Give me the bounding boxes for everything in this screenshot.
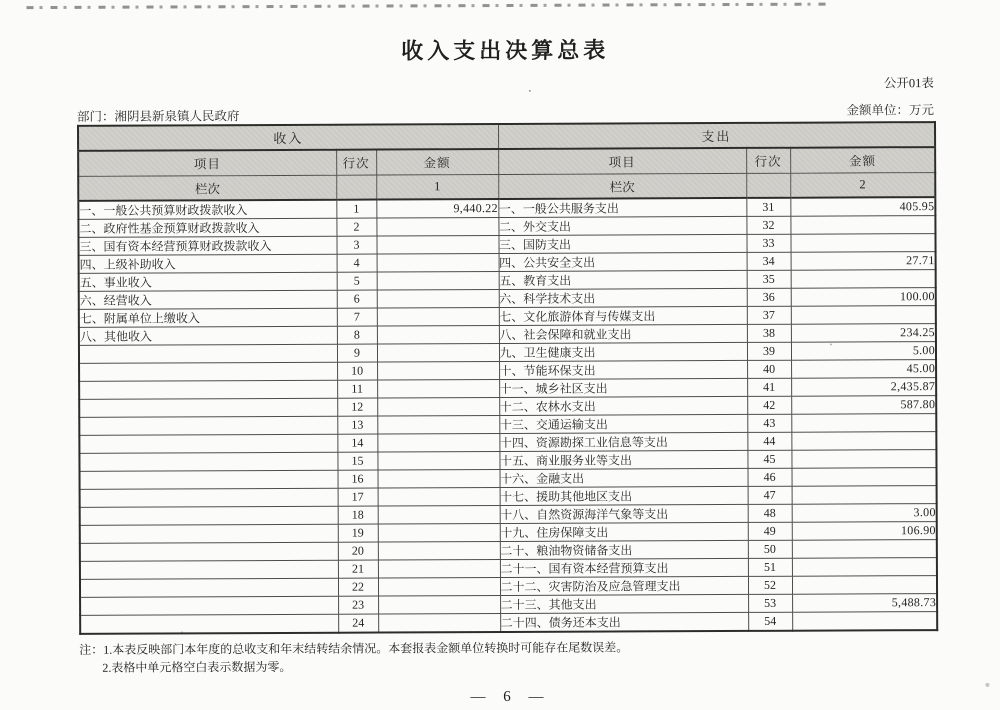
expense-colindex-empty (746, 173, 790, 198)
income-item-cell (80, 596, 338, 615)
table-section-header-row (78, 122, 935, 151)
income-item-cell (79, 398, 337, 417)
expense-amount-cell: 27.71 (791, 252, 936, 271)
expense-item-cell: 十二、农林水支出 (499, 396, 747, 415)
income-rowno-cell: 10 (337, 362, 377, 380)
table-row (80, 612, 937, 634)
expense-colindex-label: 栏次 (498, 173, 746, 199)
income-rowno-cell: 9 (337, 344, 377, 362)
expense-item-cell: 十九、住房保障支出 (500, 522, 748, 541)
expense-amount-cell: 45.00 (791, 360, 936, 379)
document-content (77, 32, 937, 708)
expense-rowno-cell: 40 (747, 360, 791, 378)
expense-rowno-cell: 51 (748, 558, 792, 576)
expense-rowno-cell: 42 (747, 396, 791, 414)
income-amount-cell: 9,440.22 (376, 199, 498, 218)
footnote-1: 注：1.本表反映部门本年度的总收支和年末结转结余情况。本套报表金额单位转换时可能存在尾数误差。 (79, 640, 629, 657)
expense-item-cell: 三、国防支出 (498, 234, 746, 253)
expense-section-header: 支出 (498, 122, 935, 149)
expense-amount-cell (791, 450, 936, 469)
income-rowno-cell: 18 (338, 506, 378, 524)
income-item-cell: 三、国有资本经营预算财政拨款收入 (78, 236, 336, 255)
expense-rowno-cell: 47 (748, 486, 792, 504)
expense-item-cell: 二十四、债务还本支出 (500, 612, 748, 632)
expense-rowno-cell: 38 (747, 324, 791, 342)
income-rowno-cell: 14 (337, 434, 377, 452)
expense-rowno-cell: 33 (746, 234, 790, 252)
expense-rowno-cell: 45 (747, 450, 791, 468)
expense-rowno-cell: 48 (748, 504, 792, 522)
expense-amount-cell (792, 612, 937, 631)
expense-rowno-cell: 52 (748, 576, 792, 594)
expense-colindex-number: 2 (790, 173, 935, 198)
income-item-cell (80, 506, 338, 525)
expense-amount-cell: 3.00 (792, 504, 937, 523)
expense-rowno-cell: 54 (748, 612, 792, 631)
income-item-cell (79, 362, 337, 381)
income-item-cell (80, 560, 338, 579)
expense-rowno-cell: 35 (747, 270, 791, 288)
footnotes (79, 637, 936, 677)
income-amount-cell (377, 290, 499, 309)
income-item-cell: 四、上级补助收入 (79, 254, 337, 273)
income-rowno-cell: 15 (337, 452, 377, 470)
income-item-cell (80, 578, 338, 597)
expense-rowno-cell: 49 (748, 522, 792, 540)
expense-rowno-header: 行次 (746, 148, 790, 174)
income-rowno-cell: 4 (337, 254, 377, 272)
meta-row (77, 100, 934, 122)
page-number: — 6 — (470, 688, 546, 706)
income-rowno-cell: 12 (337, 398, 377, 416)
income-rowno-cell: 24 (338, 614, 378, 633)
income-item-cell (79, 434, 337, 453)
expense-rowno-cell: 46 (748, 468, 792, 486)
income-colindex-number: 1 (376, 175, 498, 200)
income-amount-cell (377, 254, 499, 273)
expense-amount-cell: 405.95 (790, 197, 935, 216)
income-item-header: 项目 (78, 150, 336, 177)
expense-item-cell: 十四、资源勘探工业信息等支出 (499, 432, 747, 451)
expense-item-header: 项目 (498, 148, 746, 175)
income-rowno-cell: 16 (338, 470, 378, 488)
income-amount-cell (377, 344, 499, 363)
expense-item-cell: 九、卫生健康支出 (499, 342, 747, 361)
income-item-cell (80, 614, 338, 634)
income-rowno-cell: 23 (338, 596, 378, 614)
expense-amount-cell (792, 558, 937, 577)
income-item-cell: 八、其他收入 (79, 326, 337, 345)
expense-amount-cell: 234.25 (791, 324, 936, 343)
income-rowno-cell: 20 (338, 542, 378, 560)
form-code-label: 公开01表 (883, 76, 934, 91)
income-amount-cell (377, 272, 499, 291)
income-rowno-cell: 22 (338, 578, 378, 596)
expense-amount-cell (792, 468, 937, 487)
expense-amount-cell (792, 540, 937, 559)
income-rowno-cell: 8 (337, 326, 377, 344)
income-amount-cell (378, 614, 500, 633)
table-column-index-row (78, 173, 935, 201)
expense-rowno-cell: 53 (748, 594, 792, 612)
income-amount-cell (376, 218, 498, 237)
income-rowno-cell: 21 (338, 560, 378, 578)
expense-amount-cell (791, 414, 936, 433)
expense-item-cell: 十、节能环保支出 (499, 360, 747, 379)
expense-rowno-cell: 44 (747, 432, 791, 450)
expense-amount-cell: 5.00 (791, 342, 936, 361)
expense-rowno-cell: 41 (747, 378, 791, 396)
income-colindex-empty (336, 175, 376, 200)
income-amount-cell (377, 416, 499, 435)
footnote-2: 2.表格中单元格空白表示数据为零。 (102, 659, 292, 675)
expense-amount-cell (790, 234, 935, 253)
income-amount-cell (377, 308, 499, 327)
expense-item-cell: 二十一、国有资本经营预算支出 (500, 558, 748, 577)
income-rowno-cell: 19 (338, 524, 378, 542)
expense-item-cell: 六、科学技术支出 (499, 288, 747, 307)
income-rowno-cell: 5 (337, 272, 377, 290)
expense-amount-cell (792, 486, 937, 505)
expense-amount-cell: 587.80 (791, 396, 936, 415)
income-amount-cell (378, 488, 500, 507)
amount-unit-label: 金额单位：万元 (846, 103, 934, 118)
income-item-cell (80, 524, 338, 543)
expense-item-cell: 十五、商业服务业等支出 (499, 450, 747, 469)
expense-amount-cell: 106.90 (792, 522, 937, 541)
expense-amount-cell (791, 432, 936, 451)
expense-rowno-cell: 39 (747, 342, 791, 360)
income-amount-cell (378, 578, 500, 597)
expense-amount-cell: 5,488.73 (792, 594, 937, 613)
income-amount-cell (377, 326, 499, 345)
income-item-cell (79, 344, 337, 363)
income-item-cell: 二、政府性基金预算财政拨款收入 (78, 218, 336, 237)
expense-item-cell: 二十三、其他支出 (500, 594, 748, 613)
income-amount-cell (378, 542, 500, 561)
income-rowno-cell: 6 (337, 290, 377, 308)
expense-item-cell: 十七、援助其他地区支出 (500, 486, 748, 505)
expense-amount-cell (792, 576, 937, 595)
expense-rowno-cell: 36 (747, 288, 791, 306)
expense-amount-cell (791, 270, 936, 289)
expense-item-cell: 十一、城乡社区支出 (499, 378, 747, 397)
income-item-cell (79, 416, 337, 435)
table-column-header-row (78, 147, 935, 176)
expense-item-cell: 一、一般公共服务支出 (498, 198, 746, 218)
income-item-cell (80, 542, 338, 561)
expense-item-cell: 十三、交通运输支出 (499, 414, 747, 433)
expense-item-cell: 四、公共安全支出 (499, 252, 747, 271)
income-rowno-cell: 13 (337, 416, 377, 434)
table-body (78, 197, 937, 634)
expense-rowno-cell: 32 (746, 216, 790, 234)
income-item-cell: 六、经营收入 (79, 290, 337, 309)
page-title: 收入支出决算总表 (401, 37, 610, 64)
expense-amount-cell (791, 306, 936, 325)
expense-rowno-cell: 37 (747, 306, 791, 324)
income-item-cell (79, 452, 337, 471)
expense-item-cell: 五、教育支出 (499, 270, 747, 289)
expense-amount-cell: 100.00 (791, 288, 936, 307)
income-item-cell: 一、一般公共预算财政拨款收入 (78, 200, 336, 220)
income-rowno-cell: 1 (336, 200, 376, 219)
expense-item-cell: 二、外交支出 (498, 216, 746, 235)
income-amount-cell (376, 236, 498, 255)
income-item-cell (80, 488, 338, 507)
income-item-cell: 五、事业收入 (79, 272, 337, 291)
income-amount-cell (377, 398, 499, 417)
income-item-cell: 七、附属单位上缴收入 (79, 308, 337, 327)
expense-item-cell: 二十、粮油物资储备支出 (500, 540, 748, 559)
expense-item-cell: 十八、自然资源海洋气象等支出 (500, 504, 748, 523)
expense-amount-cell: 2,435.87 (791, 378, 936, 397)
income-amount-cell (377, 380, 499, 399)
income-rowno-cell: 3 (336, 236, 376, 254)
expense-rowno-cell: 43 (747, 414, 791, 432)
income-rowno-header: 行次 (336, 150, 376, 176)
expense-item-cell: 二十二、灾害防治及应急管理支出 (500, 576, 748, 595)
income-rowno-cell: 2 (336, 218, 376, 236)
income-amount-cell (378, 560, 500, 579)
income-amount-cell (378, 524, 500, 543)
income-amount-cell (378, 506, 500, 525)
income-rowno-cell: 7 (337, 308, 377, 326)
income-amount-cell (378, 596, 500, 615)
expense-rowno-cell: 31 (746, 198, 790, 217)
expense-amount-header: 金额 (790, 147, 935, 173)
income-item-cell (79, 380, 337, 399)
expense-item-cell: 八、社会保障和就业支出 (499, 324, 747, 343)
expense-item-cell: 七、文化旅游体育与传媒支出 (499, 306, 747, 325)
income-amount-cell (377, 452, 499, 471)
income-amount-header: 金额 (376, 149, 498, 175)
income-amount-cell (377, 362, 499, 381)
income-section-header: 收入 (78, 124, 498, 151)
expense-rowno-cell: 50 (748, 540, 792, 558)
income-item-cell (80, 470, 338, 489)
expense-amount-cell (790, 216, 935, 235)
expense-rowno-cell: 34 (747, 252, 791, 270)
department-label: 部门：湘阴县新泉镇人民政府 (76, 109, 240, 124)
income-colindex-label: 栏次 (78, 175, 336, 201)
budget-summary-table (77, 121, 938, 635)
income-amount-cell (377, 434, 499, 453)
income-rowno-cell: 11 (337, 380, 377, 398)
income-rowno-cell: 17 (338, 488, 378, 506)
income-amount-cell (378, 470, 500, 489)
scan-artifact-line (26, 3, 826, 9)
expense-item-cell: 十六、金融支出 (500, 468, 748, 487)
